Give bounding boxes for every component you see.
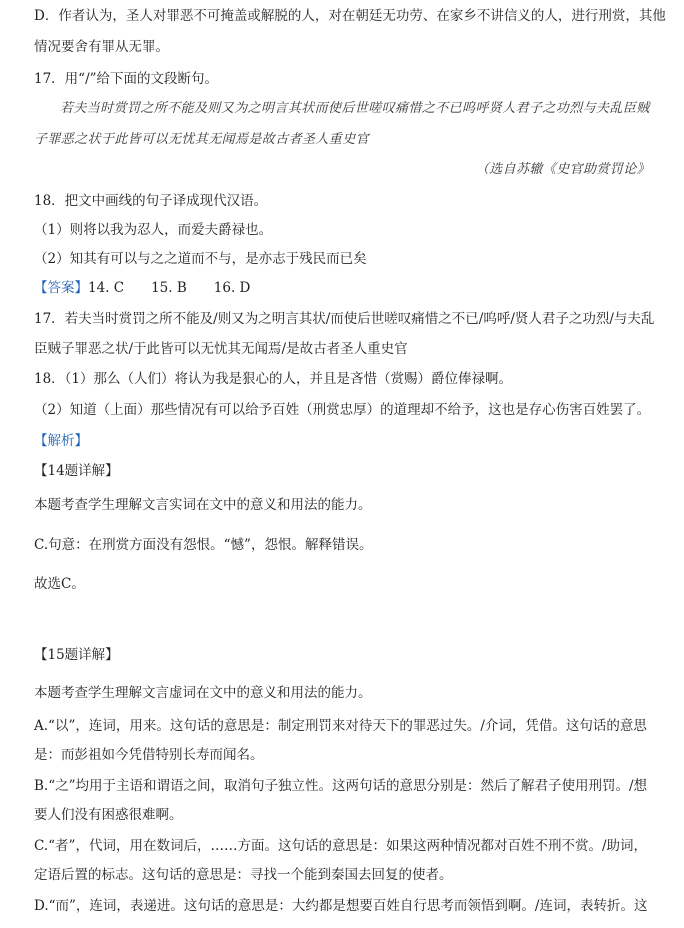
passage-line: 子罪恶之状于此皆可以无忧其无闻焉是故古者圣人重史官 — [34, 132, 370, 147]
text-line: 要人们没有困惑很难啊。 — [34, 807, 183, 823]
text-line: A.“以”，连词，用来。这句话的意思是：制定刑罚来对待天下的罪恶过失。/介词，凭借。这句话的意思 — [34, 718, 647, 734]
text-line: 是：而彭祖如今凭借特别长寿而闻名。 — [34, 747, 264, 763]
text-line: D．作者认为，圣人对罪恶不可掩盖或解脱的人，对在朝廷无功劳、在家乡不讲信义的人，进行刑赏，其他 — [34, 8, 666, 24]
answer-17: 17．若夫当时赏罚之所不能及/则又为之明言其状/而使后世嗟叹痛惜之不已/呜呼/贤人君子之功烈/与夫乱 — [34, 311, 655, 327]
text-line: 本题考查学生理解文言实词在文中的意义和用法的能力。 — [34, 497, 372, 513]
text-line: C.句意：在刑赏方面没有怨恨。“憾”，怨恨。解释错误。 — [34, 537, 373, 553]
text-line: D.“而”，连词，表递进。这句话的意思是：大约都是想要百姓自行思考而领悟到啊。/连词，表转折。这 — [34, 898, 648, 914]
text-line: 本题考查学生理解文言虚词在文中的意义和用法的能力。 — [34, 685, 372, 701]
question-18: 18．把文中画线的句子译成现代汉语。 — [34, 193, 268, 209]
question-18-1: （1）则将以我为忍人，而爱夫爵禄也。 — [34, 222, 273, 238]
answer-line — [34, 278, 660, 298]
answer-choices: 14. C 15. B 16. D — [88, 280, 251, 296]
answer-18-1: 18．（1）那么（人们）将认为我是狠心的人，并且是吝惜（赏赐）爵位俸禄啊。 — [34, 371, 513, 387]
text-line: 情况要舍有罪从无罪。 — [34, 39, 169, 55]
source-citation: （选自苏辙《史官助赏罚论》 — [475, 162, 650, 177]
answer-17-cont: 臣贼子罪恶之状/于此皆可以无忧其无闻焉/是故古者圣人重史官 — [34, 341, 408, 357]
heading-15: 【15题详解】 — [34, 647, 119, 663]
text-line: 定语后置的标志。这句话的意思是：寻找一个能到秦国去回复的使者。 — [34, 867, 453, 883]
question-17: 17．用“/”给下面的文段断句。 — [34, 71, 219, 87]
text-line: 故选C。 — [34, 576, 85, 592]
question-18-2: （2）知其有可以与之之道而不与，是亦志于残民而已矣 — [34, 251, 367, 267]
passage-line: 若夫当时赏罚之所不能及则又为之明言其状而使后世嗟叹痛惜之不已呜呼贤人君子之功烈与夫乱臣贼 — [60, 101, 650, 116]
heading-14: 【14题详解】 — [34, 463, 119, 479]
text-line: C.“者”，代词，用在数词后，……方面。这句话的意思是：如果这两种情况都对百姓不刑不赏。/助词， — [34, 838, 647, 854]
text-line: B.“之”均用于主语和谓语之间，取消句子独立性。这两句话的意思分别是：然后了解君子使用刑罚。/想 — [34, 778, 648, 794]
answer-tag: 【答案】 — [34, 280, 88, 296]
analysis-tag: 【解析】 — [34, 433, 88, 449]
answer-18-2: （2）知道（上面）那些情况有可以给予百姓（刑赏忠厚）的道理却不给予，这也是存心伤害百姓罢了。 — [34, 402, 651, 418]
